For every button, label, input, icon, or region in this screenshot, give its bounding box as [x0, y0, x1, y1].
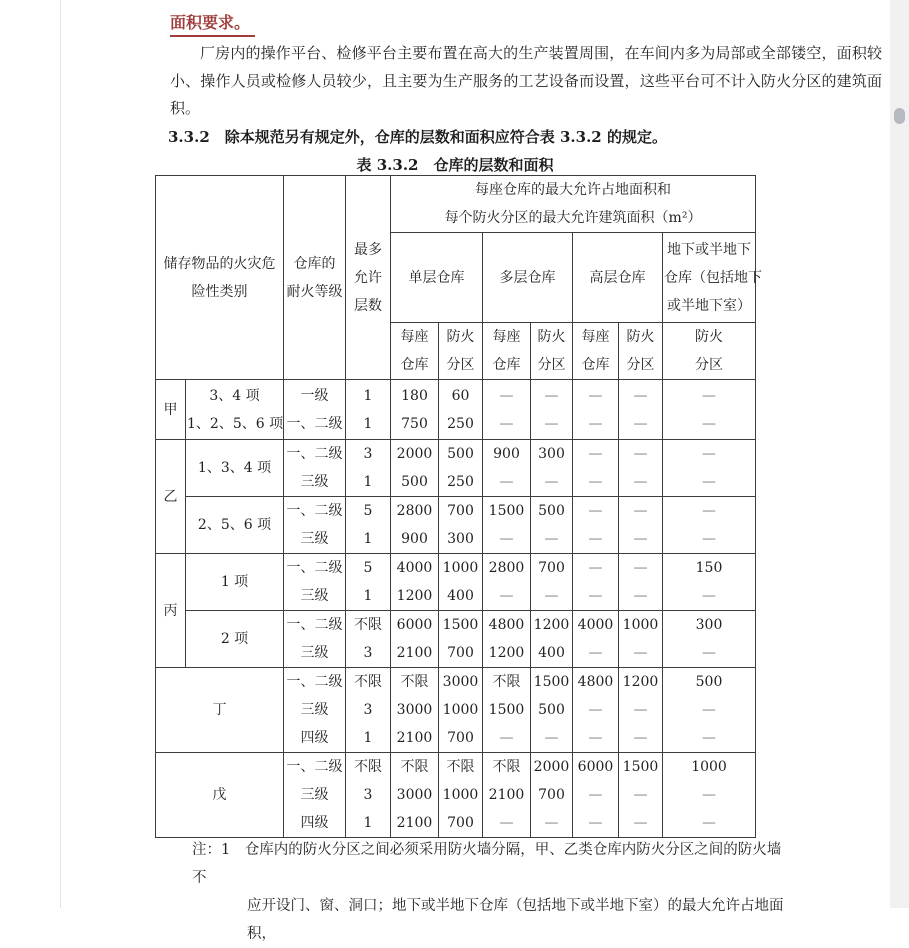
table-cell	[573, 440, 619, 497]
table-cell	[619, 668, 663, 753]
table-cell-line: —	[588, 503, 603, 519]
table-cell-line: 戊	[212, 787, 227, 803]
table-cell-line: 1000	[442, 560, 479, 576]
table-cell-line: 1000	[442, 787, 479, 803]
table-cell-line: —	[588, 645, 603, 661]
table-cell	[346, 753, 391, 838]
table-header-cell	[391, 176, 756, 233]
table-cell	[186, 554, 284, 611]
table-cell-line: 一、二级	[286, 446, 343, 462]
table-cell-line: 1500	[488, 702, 525, 718]
table-cell-line: —	[544, 730, 559, 746]
table-cell-line: 仓库	[400, 357, 429, 373]
table-cell-line: 三级	[300, 474, 329, 490]
table-cell-line: 1 项	[220, 574, 249, 590]
table-cell-line: 地下或半地下	[667, 241, 751, 258]
table-cell-line: 2800	[396, 503, 433, 519]
table-cell-line: 750	[401, 415, 428, 432]
table-cell-line: 1000	[442, 702, 479, 718]
clause-3-3-2: 3.3.2 除本规范另有规定外，仓库的层数和面积应符合表 3.3.2 的规定。	[168, 128, 667, 146]
table-cell	[439, 440, 483, 497]
table-cell-line: —	[499, 531, 514, 547]
table-cell	[573, 753, 619, 838]
table-cell	[391, 380, 439, 440]
table-cell	[156, 554, 186, 668]
regulation-table-body	[156, 176, 762, 838]
table-cell-line: 1000	[691, 759, 727, 775]
table-cell-line: 4800	[488, 617, 525, 633]
table-cell	[531, 497, 573, 554]
table-cell	[483, 554, 531, 611]
table-cell-line: 多层仓库	[499, 269, 556, 286]
table-cell-line: 不限	[354, 759, 382, 775]
scrollbar-thumb[interactable]	[894, 108, 905, 124]
table-cell	[391, 440, 439, 497]
table-cell-line: 2000	[533, 759, 570, 775]
table-cell	[346, 611, 391, 668]
table-cell-line: 1200	[533, 617, 570, 633]
table-cell-line: 一、二级	[286, 415, 343, 432]
table-cell-line: 700	[447, 503, 474, 519]
table-cell-line: 三级	[300, 531, 329, 547]
table-cell	[663, 497, 756, 554]
table-cell-line: —	[633, 560, 648, 576]
table-cell-line: 分区	[537, 357, 566, 373]
table-cell-line: —	[633, 730, 648, 746]
regulation-table	[155, 175, 762, 838]
table-cell-line: 仓库	[492, 357, 521, 373]
table-cell-line: 5	[363, 503, 373, 519]
table-cell-line: 或半地下室）	[667, 297, 751, 314]
table-cell-line: 180	[401, 387, 428, 404]
table-cell-line: 2100	[488, 787, 525, 803]
table-cell-line: 乙	[163, 488, 178, 505]
table-cell-line: 5	[363, 560, 373, 576]
table-cell-line: —	[544, 387, 559, 404]
table-cell-line: 700	[538, 560, 565, 576]
table-cell-line: 1000	[622, 617, 659, 633]
table-cell-line: 分区	[695, 357, 723, 373]
table-cell-line: —	[499, 815, 514, 831]
table-cell-line: 险性类别	[191, 283, 248, 300]
table-note	[192, 836, 792, 948]
table-cell-line: 层数	[354, 297, 382, 314]
table-cell-line: —	[499, 474, 514, 490]
table-cell-line: 1、3、4 项	[197, 460, 272, 476]
table-cell	[573, 611, 619, 668]
table-cell-line: 单层仓库	[408, 269, 465, 286]
table-header-cell	[346, 176, 391, 380]
table-cell-line: —	[544, 588, 559, 604]
table-cell-line: 1200	[396, 588, 433, 604]
table-cell-line: —	[633, 645, 648, 661]
table-cell	[186, 611, 284, 668]
table-cell-line: —	[702, 415, 716, 432]
table-cell-line: 6000	[577, 759, 614, 775]
table-cell	[483, 611, 531, 668]
table-cell-line: 不限	[400, 759, 429, 775]
table-cell	[663, 440, 756, 497]
table-cell	[439, 611, 483, 668]
table-cell-line: 400	[538, 645, 565, 661]
table-cell-line: 1500	[442, 617, 479, 633]
page-edge-divider	[60, 0, 61, 908]
table-header-cell	[483, 323, 531, 380]
table-cell-line: —	[544, 415, 559, 432]
table-cell-line: 700	[538, 787, 565, 803]
table-cell-line: —	[588, 415, 603, 432]
table-cell	[531, 611, 573, 668]
table-cell	[156, 668, 284, 753]
table-cell-line: —	[702, 787, 716, 803]
table-header-cell	[439, 323, 483, 380]
table-cell-line: 储存物品的火灾危	[163, 255, 276, 272]
table-cell-line: 仓库（包括地下	[664, 269, 762, 286]
table-cell-line: 150	[695, 560, 723, 576]
table-cell-line: 一、二级	[286, 759, 343, 775]
table-cell	[619, 611, 663, 668]
table-cell	[391, 668, 439, 753]
table-cell-line: 900	[493, 446, 520, 462]
table-cell	[531, 380, 573, 440]
table-cell-line: —	[633, 415, 648, 432]
table-cell-line: 6000	[396, 617, 433, 633]
table-cell	[619, 554, 663, 611]
table-cell-line: 700	[447, 730, 474, 746]
table-cell	[391, 554, 439, 611]
table-cell-line: 仓库的	[293, 255, 336, 272]
table-note-line-2: 应开设门、窗、洞口；地下或半地下仓库（包括地下或半地下室）的最大允许占地面积，	[247, 898, 784, 942]
table-cell-line: 高层仓库	[589, 269, 646, 286]
table-cell-line: 不限	[354, 674, 382, 690]
table-cell-line: 3	[363, 645, 373, 661]
table-cell-line: 丁	[212, 702, 227, 718]
table-cell-line: 1、2、5、6 项	[187, 415, 284, 432]
table-cell-line: 仓库	[581, 357, 610, 373]
table-cell	[284, 380, 346, 440]
table-cell-line: —	[499, 588, 514, 604]
table-cell	[346, 554, 391, 611]
table-cell	[663, 753, 756, 838]
table-cell-line: 4000	[396, 560, 433, 576]
table-cell-line: —	[544, 474, 559, 490]
table-cell-line: —	[588, 702, 603, 718]
table-cell-line: —	[588, 474, 603, 490]
table-header-cell	[663, 233, 762, 323]
table-cell-line: —	[702, 702, 716, 718]
table-cell-line: —	[633, 787, 648, 803]
table-cell-line: 60	[451, 387, 470, 404]
table-cell	[284, 497, 346, 554]
table-cell-line: 500	[538, 503, 565, 519]
table-cell-line: 丙	[163, 602, 178, 619]
table-cell-line: 不限	[400, 674, 429, 690]
table-cell	[531, 554, 573, 611]
table-cell	[573, 380, 619, 440]
table-cell	[156, 380, 186, 440]
table-cell-line: 1	[363, 387, 373, 404]
table-cell-line: 2100	[396, 815, 433, 831]
table-header-cell	[156, 176, 284, 380]
table-cell-line: 4800	[577, 674, 614, 690]
table-cell	[483, 668, 531, 753]
table-cell-line: —	[588, 730, 603, 746]
table-cell	[619, 753, 663, 838]
table-cell	[284, 668, 346, 753]
table-cell-line: 三级	[300, 588, 329, 604]
table-cell-line: —	[702, 730, 716, 746]
table-header-cell	[531, 323, 573, 380]
table-cell-line: 不限	[354, 617, 382, 633]
table-cell-line: 3000	[396, 787, 433, 803]
table-cell-line: —	[702, 588, 716, 604]
table-cell-line: 1500	[622, 759, 659, 775]
table-cell-line: 1	[363, 415, 373, 432]
table-cell	[284, 611, 346, 668]
table-cell-line: —	[588, 588, 603, 604]
table-cell	[439, 497, 483, 554]
table-cell-line: —	[633, 387, 648, 404]
table-cell-line: 300	[447, 531, 474, 547]
table-cell-line: 1200	[622, 674, 659, 690]
table-cell-line: —	[633, 503, 648, 519]
table-cell-line: 防火	[626, 329, 655, 345]
table-cell	[284, 554, 346, 611]
table-header-cell	[619, 323, 663, 380]
table-cell-line: 1500	[533, 674, 570, 690]
table-cell-line: 每座	[492, 329, 521, 345]
table-cell-line: 每个防火分区的最大允许建筑面积（m²）	[444, 210, 702, 226]
table-cell-line: 1	[363, 815, 373, 831]
table-cell	[156, 440, 186, 554]
table-cell	[483, 380, 531, 440]
table-header-cell	[284, 176, 346, 380]
table-cell-line: —	[588, 531, 603, 547]
table-cell-line: —	[702, 645, 716, 661]
table-cell-line: 一、二级	[286, 560, 343, 576]
table-cell-line: 4000	[577, 617, 614, 633]
table-cell	[284, 440, 346, 497]
table-cell-line: 2 项	[220, 631, 249, 647]
table-cell-line: 一、二级	[286, 674, 343, 690]
table-cell-line: 最多	[354, 241, 382, 258]
table-cell	[483, 497, 531, 554]
table-cell-line: —	[588, 815, 603, 831]
table-header-cell	[391, 233, 483, 323]
table-cell-line: 500	[538, 702, 565, 718]
table-cell-line: 耐火等级	[286, 283, 343, 300]
table-cell	[619, 497, 663, 554]
table-cell-line: —	[633, 815, 648, 831]
table-cell	[663, 380, 756, 440]
table-cell	[531, 753, 573, 838]
table-header-cell	[663, 323, 756, 380]
table-cell-line: 900	[401, 531, 428, 547]
table-note-line-1: 注：1 仓库内的防火分区之间必须采用防火墙分隔，甲、乙类仓库内防火分区之间的防火墙不	[192, 842, 782, 886]
table-cell-line: 2、5、6 项	[197, 517, 272, 533]
table-header-cell	[391, 323, 439, 380]
table-cell-line: 防火	[695, 329, 723, 345]
table-cell-line: 四级	[300, 730, 329, 746]
table-cell-line: —	[588, 387, 603, 404]
table-cell-line: —	[702, 474, 716, 490]
table-cell-line: 1	[363, 588, 373, 604]
table-cell	[346, 497, 391, 554]
table-cell-line: 四级	[300, 815, 329, 831]
table-cell-line: 400	[447, 588, 474, 604]
table-cell-line: —	[702, 387, 716, 404]
table-cell-line: 允许	[354, 269, 382, 286]
table-cell	[663, 611, 756, 668]
table-cell-line: —	[702, 446, 716, 462]
table-cell-line: 甲	[163, 401, 178, 418]
table-cell-line: 500	[447, 446, 474, 462]
table-cell-line: 250	[447, 415, 474, 432]
table-cell-line: —	[544, 531, 559, 547]
table-cell-line: 每座	[581, 329, 610, 345]
table-cell-line: —	[588, 560, 603, 576]
table-cell	[439, 668, 483, 753]
table-cell	[391, 611, 439, 668]
table-cell-line: 1	[363, 474, 373, 490]
table-cell-line: —	[633, 588, 648, 604]
table-cell-line: 防火	[446, 329, 475, 345]
table-cell-line: 2100	[396, 645, 433, 661]
table-cell-line: 1200	[488, 645, 525, 661]
table-cell	[391, 497, 439, 554]
table-cell	[186, 497, 284, 554]
table-cell-line: 2800	[488, 560, 525, 576]
table-cell-line: 2000	[396, 446, 433, 462]
table-cell-line: 700	[447, 815, 474, 831]
table-cell-line: —	[499, 387, 514, 404]
table-cell-line: 1	[363, 730, 373, 746]
table-cell	[531, 440, 573, 497]
table-cell	[391, 753, 439, 838]
table-cell	[663, 668, 756, 753]
table-header-cell	[573, 323, 619, 380]
table-header-cell	[573, 233, 663, 323]
table-cell-line: —	[633, 446, 648, 462]
table-cell-line: —	[702, 815, 716, 831]
table-cell-line: —	[588, 446, 603, 462]
table-cell-line: 不限	[492, 674, 521, 690]
table-cell-line: 不限	[492, 759, 521, 775]
table-cell-line: 一、二级	[286, 503, 343, 519]
table-cell-line: 3000	[396, 702, 433, 718]
table-cell	[186, 440, 284, 497]
table-cell	[439, 554, 483, 611]
table-cell-line: 500	[401, 474, 428, 490]
table-cell-line: —	[633, 702, 648, 718]
table-cell-line: 每座	[400, 329, 429, 345]
table-cell-line: —	[633, 474, 648, 490]
table-cell-line: 不限	[446, 759, 475, 775]
table-cell-line: 1	[363, 531, 373, 547]
table-header-cell	[483, 233, 573, 323]
table-cell	[346, 668, 391, 753]
table-cell-line: —	[588, 787, 603, 803]
table-cell-line: 1500	[488, 503, 525, 519]
table-cell	[439, 380, 483, 440]
table-cell-line: 3	[363, 702, 373, 718]
table-cell	[346, 440, 391, 497]
table-cell-line: 3、4 项	[209, 387, 260, 404]
table-cell-line: —	[702, 503, 716, 519]
table-cell	[439, 753, 483, 838]
table-cell	[483, 753, 531, 838]
table-cell	[284, 753, 346, 838]
table-cell-line: —	[702, 531, 716, 547]
table-cell-line: 防火	[537, 329, 566, 345]
table-cell	[573, 668, 619, 753]
table-cell-line: 三级	[300, 645, 329, 661]
table-cell-line: 一级	[300, 387, 329, 404]
table-cell	[483, 440, 531, 497]
section-heading: 面积要求。	[170, 13, 255, 37]
table-cell-line: 700	[447, 645, 474, 661]
table-cell	[663, 554, 756, 611]
table-cell	[346, 380, 391, 440]
table-cell	[573, 554, 619, 611]
table-caption: 表 3.3.2 仓库的层数和面积	[356, 156, 554, 174]
table-cell-line: 3000	[442, 674, 479, 690]
table-cell-line: —	[499, 415, 514, 432]
table-cell-line: 300	[695, 617, 723, 633]
table-cell-line: —	[633, 531, 648, 547]
table-cell-line: 3	[363, 787, 373, 803]
table-cell-line: 三级	[300, 787, 329, 803]
table-cell-line: 分区	[446, 357, 475, 373]
scrollbar-track[interactable]	[890, 0, 909, 908]
table-cell-line: 三级	[300, 702, 329, 718]
table-cell-line: 一、二级	[286, 617, 343, 633]
table-cell-line: 3	[363, 446, 373, 462]
table-cell-line: —	[499, 730, 514, 746]
table-cell	[619, 380, 663, 440]
table-cell-line: 250	[447, 474, 474, 490]
table-cell	[186, 380, 284, 440]
table-cell-line: 500	[695, 674, 723, 690]
table-cell-line: 分区	[626, 357, 655, 373]
table-cell-line: —	[544, 815, 559, 831]
table-cell	[619, 440, 663, 497]
table-cell	[531, 668, 573, 753]
table-cell	[573, 497, 619, 554]
table-cell-line: 2100	[396, 730, 433, 746]
table-cell	[156, 753, 284, 838]
table-cell-line: 每座仓库的最大允许占地面积和	[475, 182, 671, 198]
table-cell-line: 300	[538, 446, 565, 462]
body-paragraph: 厂房内的操作平台、检修平台主要布置在高大的生产装置周围，在车间内多为局部或全部镂空，面积较小、操作人员或检修人员较少，且主要为生产服务的工艺设备而设置，这些平台可不计入防火分区的建筑面积。	[170, 44, 882, 117]
